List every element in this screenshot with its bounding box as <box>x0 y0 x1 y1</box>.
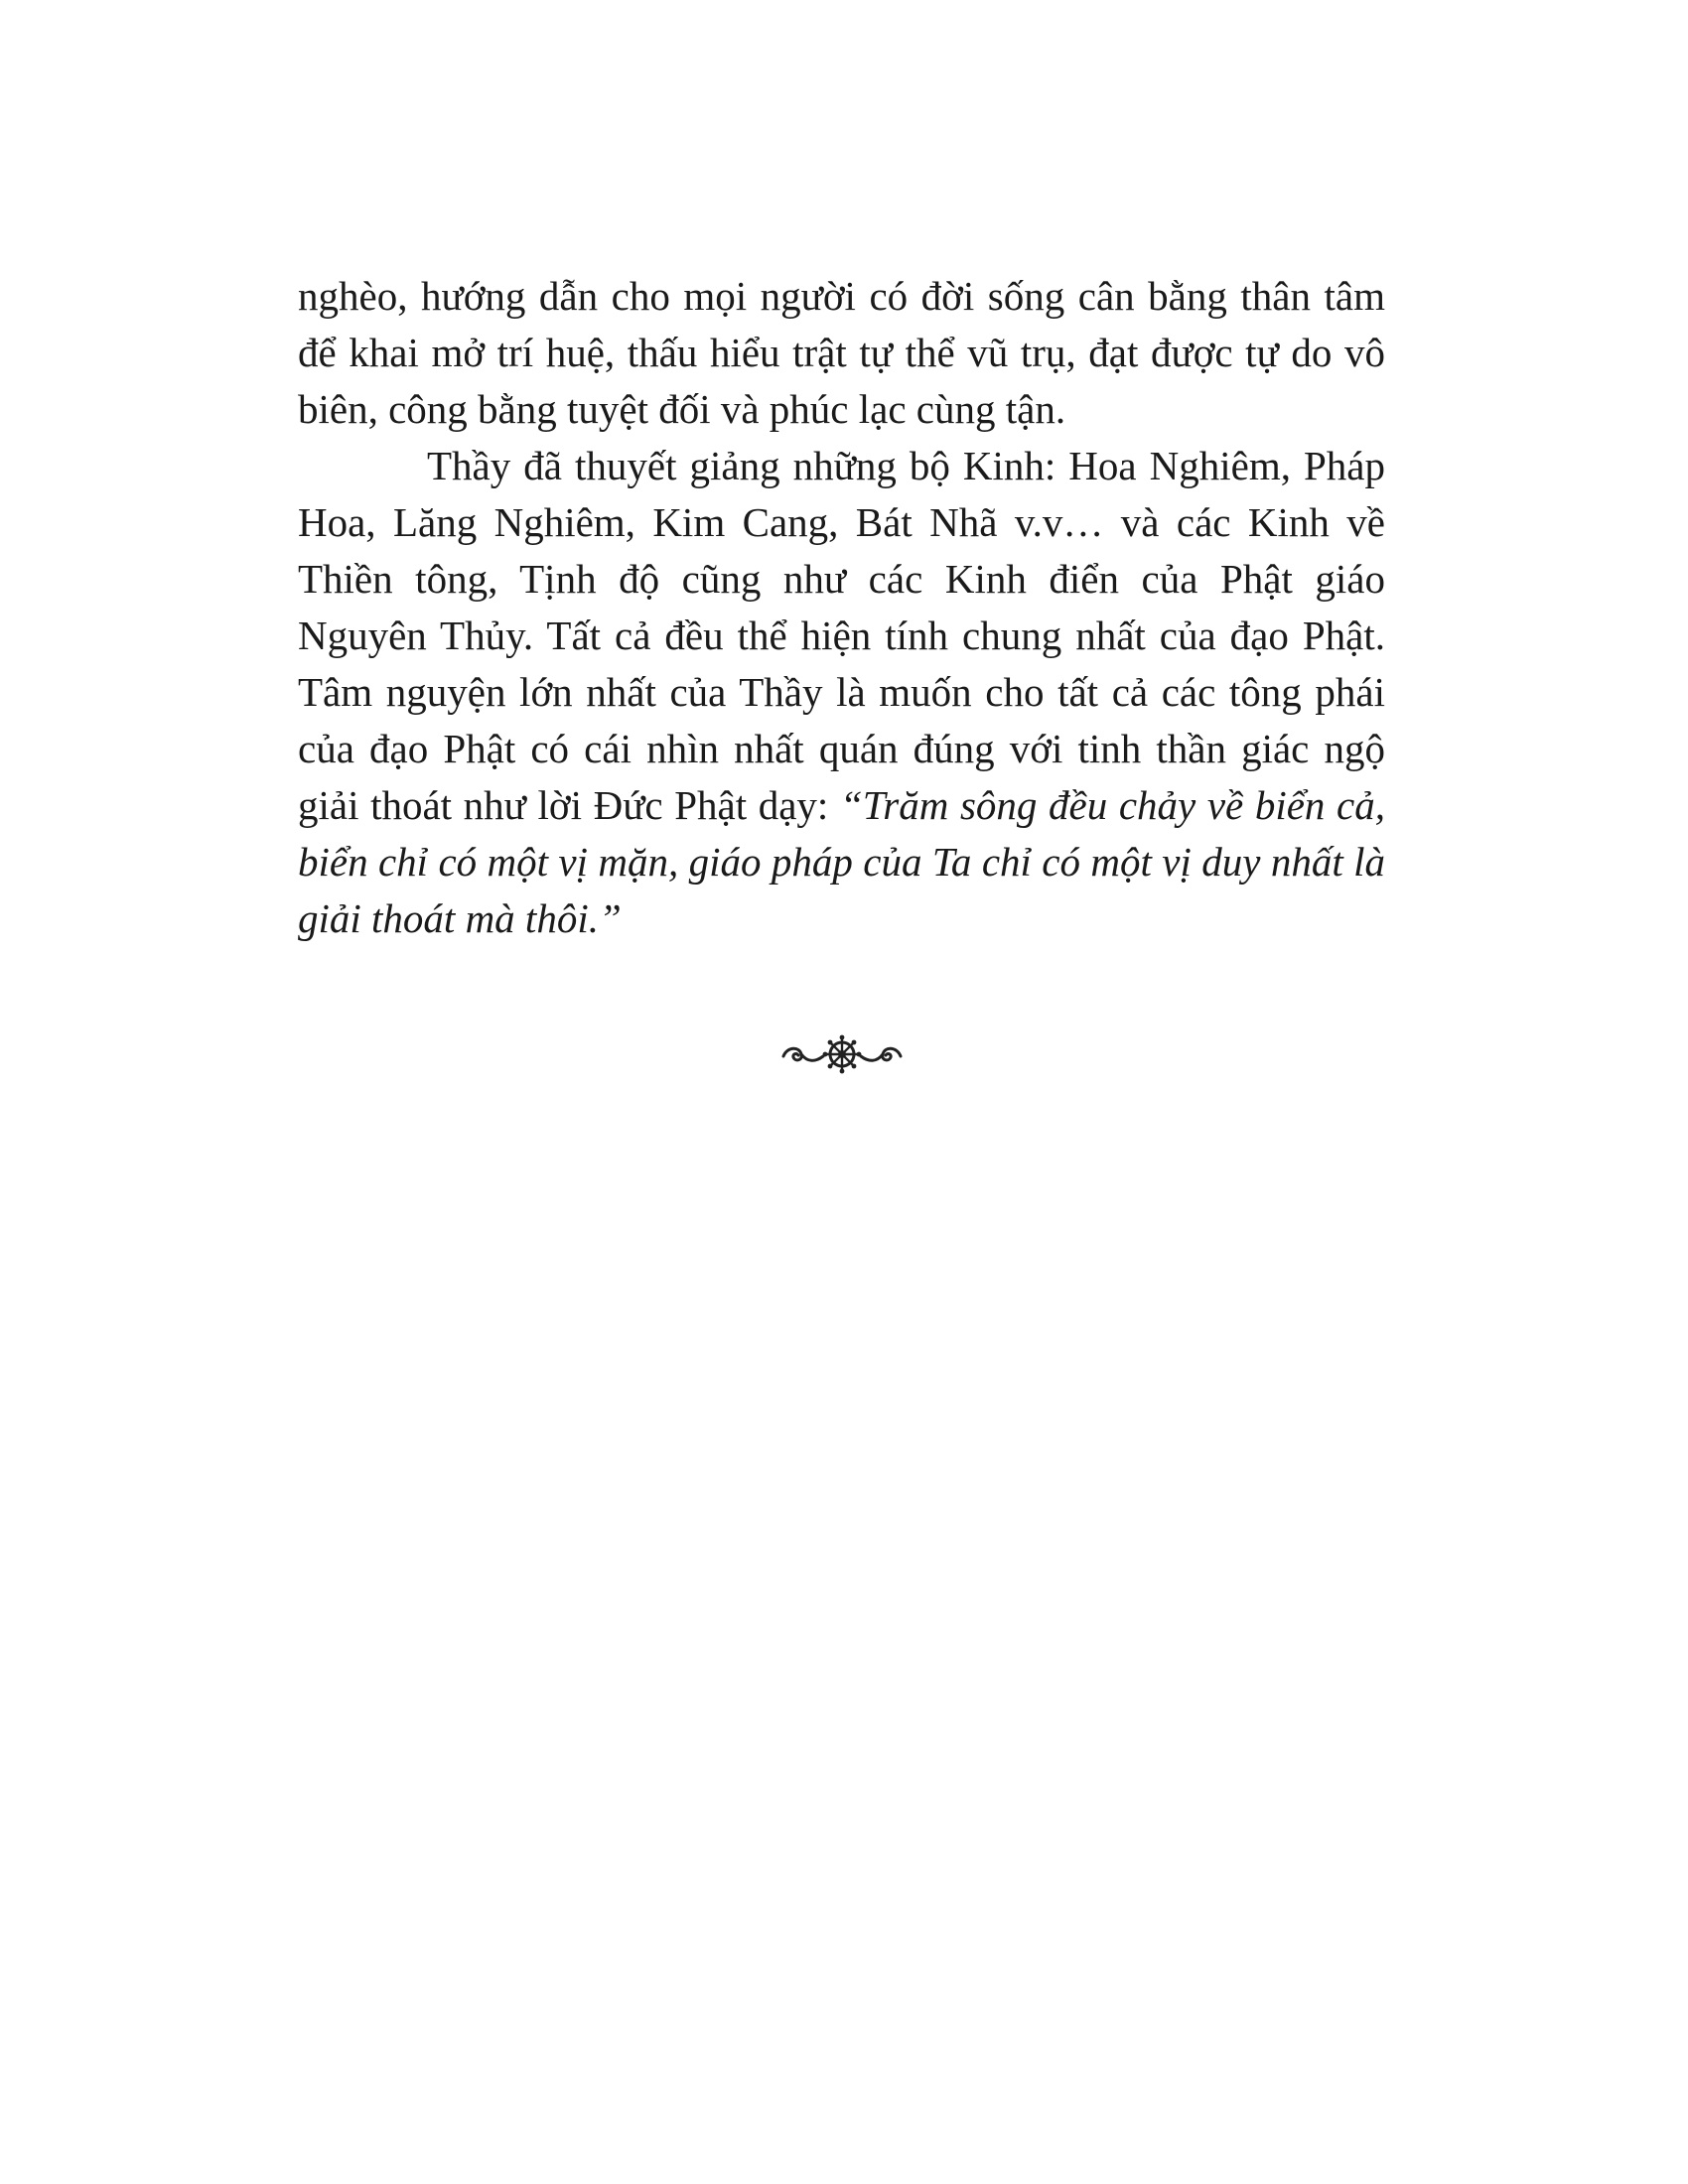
buddha-quote: “Trăm sông đều chảy về biển cả, biển chỉ có một vị mặn, giáo pháp của Ta chỉ có một vị duy nhất là giải thoát mà thôi.” <box>298 782 1385 941</box>
paragraph-2-text: Thầy đã thuyết giảng những bộ Kinh: Hoa Nghiêm, Pháp Hoa, Lăng Nghiêm, Kim Cang, Bát Nhã v.v… và các Kinh về Thiền tông, Tịnh độ cũng như các Kinh điển của Phật giáo Nguyên Thủy. Tất cả đều thể hiện tính chung nhất của đạo Phật. Tâm nguyện lớn nhất của Thầy là muốn cho tất cả các tông phái của đạo Phật có cái nhìn nhất quán đúng với tinh thần giác ngộ giải thoát như lời Đức Phật dạy: <box>298 443 1385 828</box>
dharma-wheel-flourish-icon <box>777 1063 907 1080</box>
paragraph-1: nghèo, hướng dẫn cho mọi người có đời sống cân bằng thân tâm để khai mở trí huệ, thấu hiểu trật tự thể vũ trụ, đạt được tự do vô biên, công bằng tuyệt đối và phúc lạc cùng tận. <box>298 273 1385 432</box>
section-ornament <box>298 1032 1385 1092</box>
paragraph-2 <box>298 438 1385 947</box>
body-text <box>298 268 1385 947</box>
